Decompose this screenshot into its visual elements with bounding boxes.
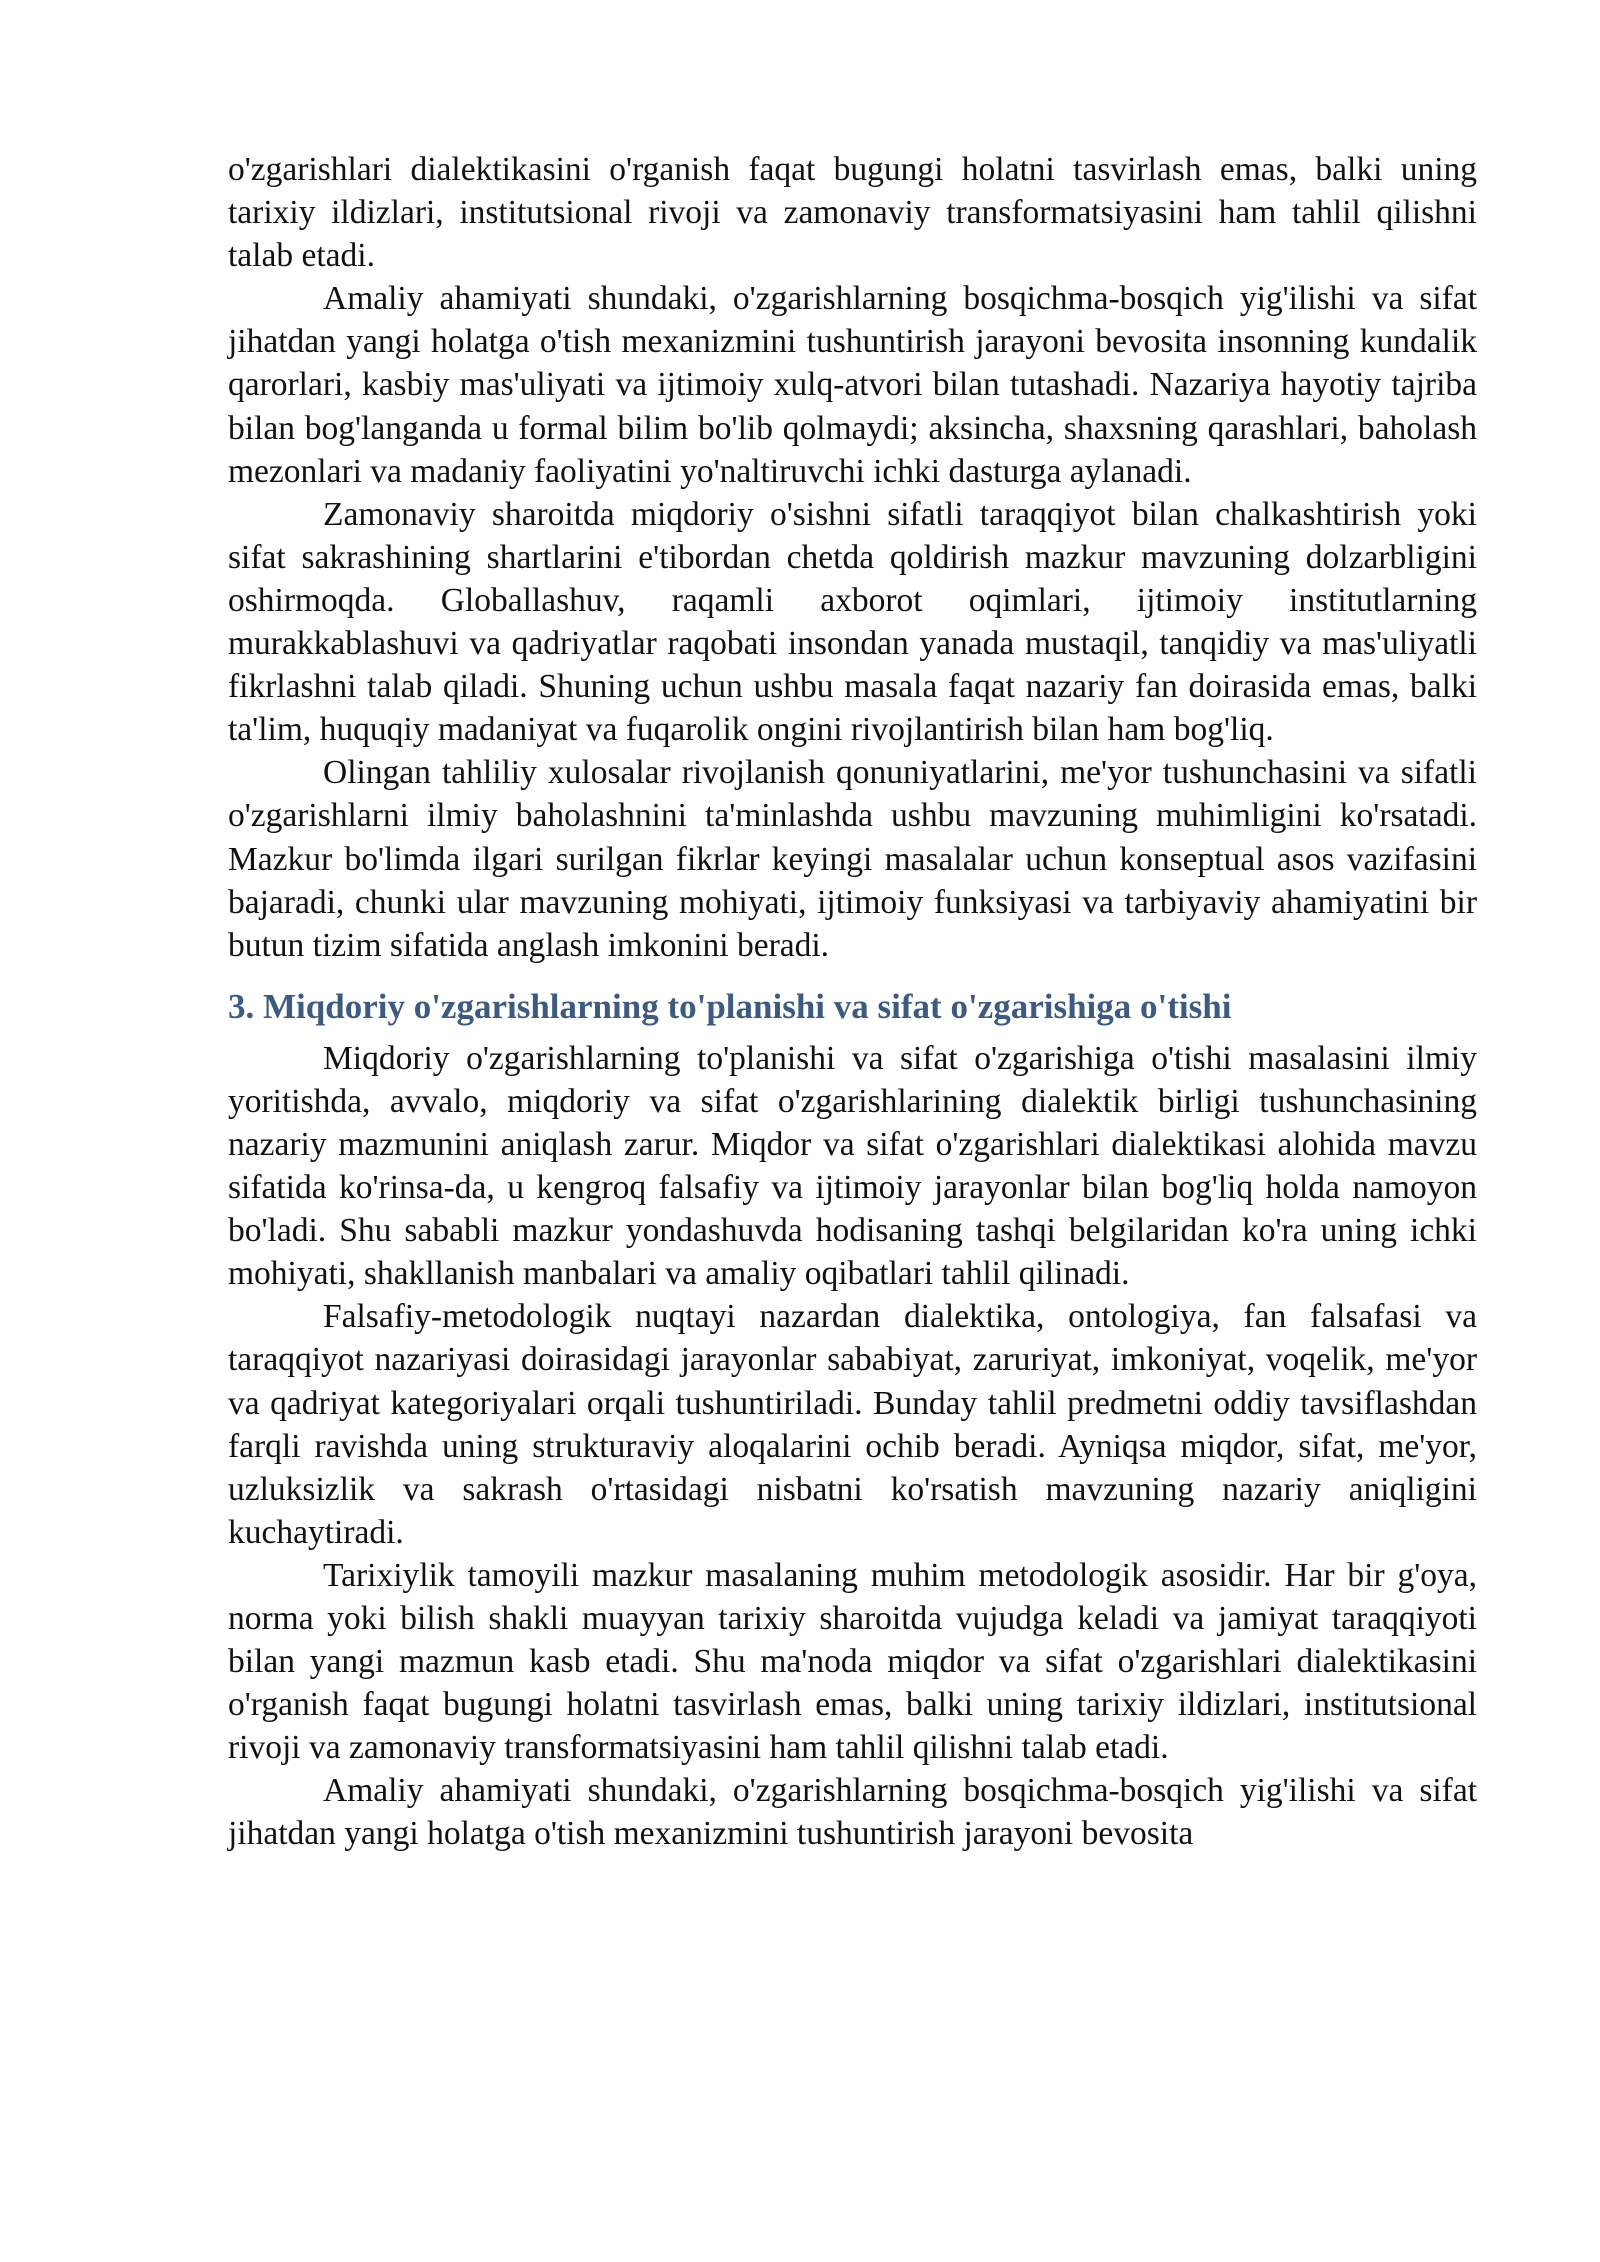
- section-heading: 3. Miqdoriy o'zgarishlarning to'planishi va sifat o'zgarishiga o'tishi: [228, 986, 1232, 1026]
- paragraph-modern-conditions: Zamonaviy sharoitda miqdoriy o'sishni sifatli taraqqiyot bilan chalkashtirish yoki sifat sakrashining shartlarini e'tibordan chetda qoldirish mazkur mavzuning dolzarbligini oshirmoqda. Globallashuv, raqamli axborot oqimlari, ijtimoiy institutlarning murakkablashuvi va qadriyatlar raqobati insondan yanada mustaqil, tanqidiy va mas'uliyatli fikrlashni talab qiladi. Shuning uchun ushbu masala faqat nazariy fan doirasida emas, balki ta'lim, huquqiy madaniyat va fuqarolik ongini rivojlantirish bilan ham bog'liq.: [228, 495, 1477, 749]
- paragraph-methodology: Falsafiy-metodologik nuqtayi nazardan dialektika, ontologiya, fan falsafasi va taraqqiyot nazariyasi doirasidagi jarayonlar sababiyat, zaruriyat, imkoniyat, voqelik, me'yor va qadriyat kategoriyalari orqali tushuntiriladi. Bunday tahlil predmetni oddiy tavsiflashdan farqli ravishda uning strukturaviy aloqalarini ochib beradi. Ayniqsa miqdor, sifat, me'yor, uzluksizlik va sakrash o'rtasidagi nisbatni ko'rsatish mavzuning nazariy aniqligini kuchaytiradi.: [228, 1298, 1477, 1551]
- paragraph-practical-significance: Amaliy ahamiyati shundaki, o'zgarishlarning bosqichma-bosqich yig'ilishi va sifat jihatdan yangi holatga o'tish mexanizmini tushuntirish jarayoni bevosita insonning kundalik qarorlari, kasbiy mas'uliyati va ijtimoiy xulq-atvori bilan tutashadi. Nazariya hayotiy tajriba bilan bog'langanda u formal bilim bo'lib qolmaydi; aksincha, shaxsning qarashlari, baholash mezonlari va madaniy faoliyatini yo'naltiruvchi ichki dasturga aylanadi.: [228, 280, 1477, 490]
- paragraph-conclusions: Olingan tahliliy xulosalar rivojlanish qonuniyatlarini, me'yor tushunchasini va sifatli o'zgarishlarni ilmiy baholashnini ta'minlashda ushbu mavzuning muhimligini ko'rsatadi. Mazkur bo'limda ilgari surilgan fikrlar keyingi masalalar uchun konseptual asos vazifasini bajaradi, chunki ular mavzuning mohiyati, ijtimoiy funksiyasi va tarbiyaviy ahamiyatini bir butun tizim sifatida anglash imkonini beradi.: [228, 754, 1477, 964]
- paragraph-section-intro: Miqdoriy o'zgarishlarning to'planishi va sifat o'zgarishiga o'tishi masalasini ilmiy yoritishda, avvalo, miqdoriy va sifat o'zgarishlarining dialektik birligi tushunchasining nazariy mazmunini aniqlash zarur. Miqdor va sifat o'zgarishlari dialektikasi alohida mavzu sifatida ko'rinsa-da, u kengroq falsafiy va ijtimoiy jarayonlar bilan bog'liq holda namoyon bo'ladi. Shu sababli mazkur yondashuvda hodisaning tashqi belgilaridan ko'ra uning ichki mohiyati, shakllanish manbalari va amaliy oqibatlari tahlil qilinadi.: [228, 1039, 1477, 1293]
- paragraph-continued: o'zgarishlari dialektikasini o'rganish faqat bugungi holatni tasvirlash emas, balki uning tarixiy ildizlari, institutsional rivoji va zamonaviy transformatsiyasini ham tahlil qilishni talab etadi.: [228, 151, 1477, 275]
- paragraph-historicism: Tarixiylik tamoyili mazkur masalaning muhim metodologik asosidir. Har bir g'oya, norma yoki bilish shakli muayyan tarixiy sharoitda vujudga keladi va jamiyat taraqqiyoti bilan yangi mazmun kasb etadi. Shu ma'noda miqdor va sifat o'zgarishlari dialektikasini o'rganish faqat bugungi holatni tasvirlash emas, balki uning tarixiy ildizlari, institutsional rivoji va zamonaviy transformatsiyasini ham tahlil qilishni talab etadi.: [228, 1556, 1477, 1767]
- paragraph-practical-significance-repeat: Amaliy ahamiyati shundaki, o'zgarishlarning bosqichma-bosqich yig'ilishi va sifat jihatdan yangi holatga o'tish mexanizmini tushuntirish jarayoni bevosita: [228, 1772, 1477, 1853]
